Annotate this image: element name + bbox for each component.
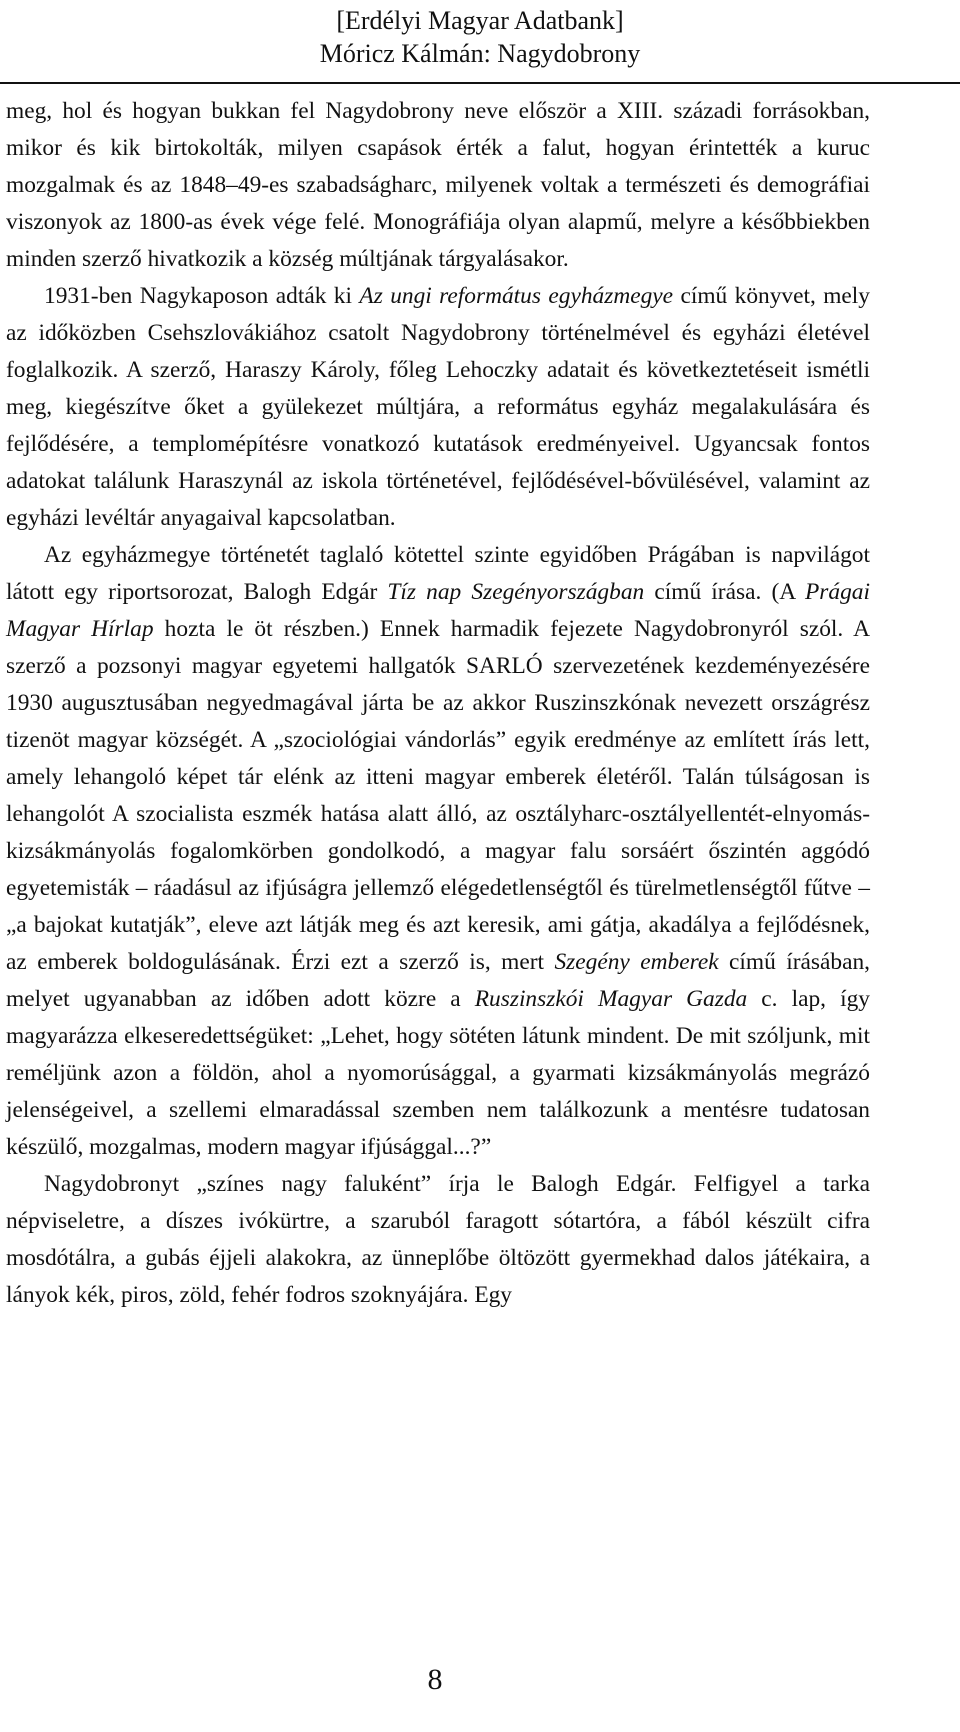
page-number: 8 bbox=[427, 1663, 443, 1696]
paragraph bbox=[6, 278, 870, 537]
text-segment: című könyvet, mely az időközben Csehszlovákiához csatolt Nagydobrony történelmével és egyházi életével foglalkozik. A szerző, Haraszy Károly, főleg Lehoczky adatait és következtetéseit ismétli meg, kiegészítve őket a gyülekezet múltjára, a református egyház megalakulására és fejlődésére, a templomépítésre vonatkozó kutatások eredményeivel. Ugyancsak fontos adatokat találunk Haraszynál az iskola történetével, fejlődésével-bővülésével, valamint az egyházi levéltár anyagaival kapcsolatban. bbox=[6, 283, 870, 531]
work-title: Szegény emberek bbox=[554, 949, 719, 975]
text-segment: című írása. (A bbox=[644, 579, 805, 605]
paragraph-continued bbox=[6, 93, 870, 278]
paragraph bbox=[6, 1166, 870, 1314]
text-segment: c. lap, így magyarázza elkeseredettségüket: „Lehet, hogy sötéten látunk mindent. De mit szóljunk, mit reméljünk azon a földön, ahol a nyomorúsággal, a gyarmati kizsákmányolás megrázó jelenségeivel, a szellemi elmaradással szemben nem találkozunk a mentésre tudatosan készülő, mozgalmas, modern magyar ifjúsággal...?” bbox=[6, 986, 870, 1160]
header-source: [Erdélyi Magyar Adatbank] bbox=[336, 6, 624, 35]
newspaper-title: Prágai Magyar Hírlap bbox=[6, 579, 870, 642]
paragraph bbox=[6, 537, 870, 1166]
text-segment: című írásában, melyet ugyanabban az időben adott közre a bbox=[6, 949, 871, 1012]
page-header bbox=[0, 4, 960, 70]
work-title: Tíz nap Szegényországban bbox=[387, 579, 645, 605]
text-segment: 1931-ben Nagykaposon adták ki bbox=[44, 283, 360, 309]
text-segment: Az egyházmegye történetét taglaló kötettel szinte egyidőben Prágában is napvilágot látott egy riportsorozat, Balogh Edgár bbox=[6, 542, 870, 605]
text-segment: hozta le öt részben.) Ennek harmadik fejezete Nagydobronyról szól. A szerző a pozsonyi magyar egyetemi hallgatók SARLÓ szervezetének kezdeményezésére 1930 augusztusában negyedmagával járta be az akkor Ruszinszkónak nevezett országrész tizenöt magyar községét. A „szociológiai vándorlás” egyik eredménye az említett írás lett, amely lehangoló képet tár elénk az itteni magyar emberek életéről. Talán túlságosan is lehangolót A szocialista eszmék hatása alatt álló, az osztályharc-osztályellentét-elnyomás-kizsákmányolás fogalomkörben gondolkodó, a magyar falu sorsáért őszintén aggódó egyetemisták – ráadásul az ifjúságra jellemző elégedetlenségtől és türelmetlenségtől fűtve – „a bajokat kutatják”, eleve azt látják meg és azt keresik, ami gátja, akadálya a fejlődésnek, az emberek boldogulásának. Érzi ezt a szerző is, mert bbox=[6, 616, 870, 975]
header-title: Móricz Kálmán: Nagydobrony bbox=[319, 39, 641, 68]
body-text bbox=[6, 93, 870, 1314]
header-rule bbox=[0, 82, 960, 84]
newspaper-title: Ruszinszkói Magyar Gazda bbox=[474, 986, 748, 1012]
book-title: Az ungi református egyházmegye bbox=[359, 283, 674, 309]
text-segment: Nagydobronyt „színes nagy faluként” írja le Balogh Edgár. Felfigyel a tarka népviseletre, a díszes ivókürtre, a szaruból faragott sótartóra, a fából készült cifra mosdótálra, a gubás éjjeli alakokra, az ünneplőbe öltözött gyermekhad dalos játékaira, a lányok kék, piros, zöld, fehér fodros szoknyájára. Egy bbox=[6, 1171, 870, 1308]
text-segment: meg, hol és hogyan bukkan fel Nagydobrony neve először a XIII. századi forrásokban, mikor és kik birtokolták, milyen csapások érték a falut, hogyan érintették a kuruc mozgalmak és az 1848–49-es szabadságharc, milyenek voltak a természeti és demográfiai viszonyok az 1800-as évek vége felé. Monográfiája olyan alapmű, melyre a későbbiekben minden szerző hivatkozik a község múltjának tárgyalásakor. bbox=[6, 98, 870, 272]
